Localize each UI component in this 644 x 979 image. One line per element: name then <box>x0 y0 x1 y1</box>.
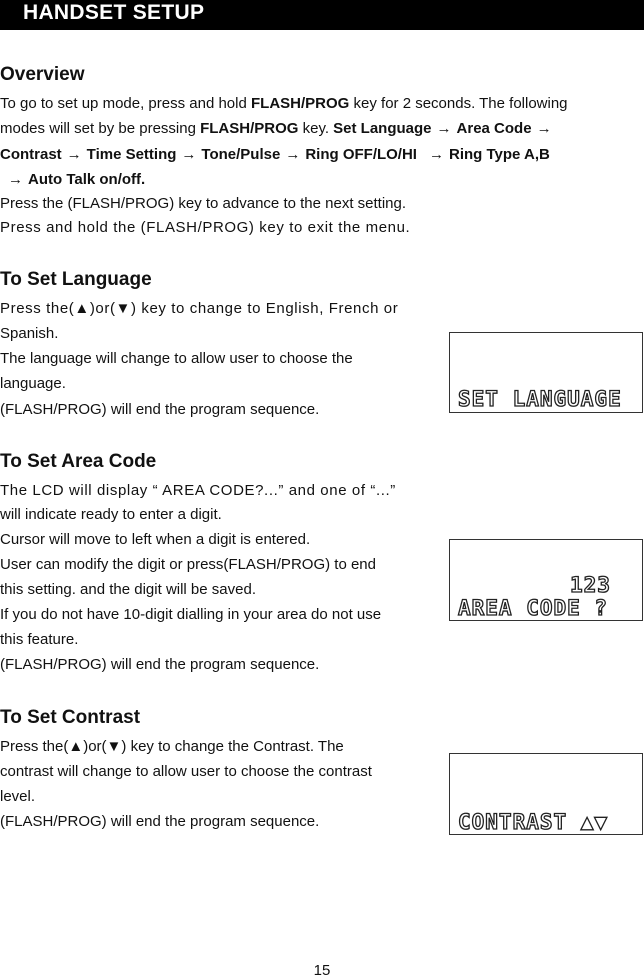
arrow-icon: → <box>8 171 23 188</box>
area-code-heading: To Set Area Code <box>0 451 157 472</box>
lcd-text: AREA CODE ? <box>458 596 609 620</box>
down-arrow-icon: ▼ <box>106 738 122 755</box>
language-line-3: The language will change to allow user to choose the <box>0 350 353 367</box>
lcd-set-language <box>449 332 643 413</box>
area-code-line-7: this feature. <box>0 631 79 648</box>
overview-advance: Press the (FLASH/PROG) key to advance to the next setting. <box>0 195 407 212</box>
contrast-heading: To Set Contrast <box>0 707 141 728</box>
up-arrow-icon: ▲ <box>74 300 90 317</box>
lcd-text: CONTRAST ▲▼ <box>458 810 609 834</box>
area-code-line-8: (FLASH/PROG) will end the program sequence. <box>0 656 320 673</box>
overview-line-1: To go to set up mode, press and hold FLASH/PROG key for 2 seconds. The following <box>0 95 568 112</box>
language-line-1: Press the(▲)or(▼) key to change to English, French or <box>0 300 399 317</box>
contrast-line-2: contrast will change to allow user to choose the contrast <box>0 763 372 780</box>
contrast-line-3: level. <box>0 788 36 805</box>
contrast-line-1: Press the(▲)or(▼) key to change the Contrast. The <box>0 738 344 755</box>
contrast-line-4: (FLASH/PROG) will end the program sequence. <box>0 813 320 830</box>
lcd-contrast <box>449 753 643 835</box>
arrow-icon: → <box>285 146 301 163</box>
overview-line-2: modes will set by be pressing FLASH/PROG key. Set Language → Area Code → <box>0 120 552 137</box>
overview-line-3: Contrast → Time Setting → Tone/Pulse → Ring OFF/LO/HI → Ring Type A,B <box>0 146 550 163</box>
area-code-line-1: The LCD will display “ AREA CODE?...” and one of “...” <box>0 482 396 499</box>
arrow-icon: → <box>428 146 444 163</box>
lcd-area-code <box>449 539 643 621</box>
arrow-icon: → <box>181 146 197 163</box>
overview-exit: Press and hold the (FLASH/PROG) key to exit the menu. <box>0 219 411 236</box>
area-code-line-6: If you do not have 10-digit dialling in your area do not use <box>0 606 382 623</box>
overview-heading: Overview <box>0 64 85 85</box>
lcd-text: SET LANGUAGE <box>458 387 622 411</box>
page-header <box>0 0 644 30</box>
page-number: 15 <box>313 962 331 979</box>
language-line-2: Spanish. <box>0 325 59 342</box>
lcd-digits: 123 <box>570 573 611 597</box>
language-line-4: language. <box>0 375 66 392</box>
area-code-line-5: this setting. and the digit will be saved. <box>0 581 256 598</box>
overview-line-4: → Auto Talk on/off. <box>8 171 146 188</box>
page-title: HANDSET SETUP <box>23 1 205 24</box>
arrow-icon: → <box>536 120 552 137</box>
area-code-line-3: Cursor will move to left when a digit is entered. <box>0 531 311 548</box>
up-arrow-icon: ▲ <box>68 738 84 755</box>
area-code-line-2: will indicate ready to enter a digit. <box>0 506 222 523</box>
language-heading: To Set Language <box>0 269 152 290</box>
area-code-line-4: User can modify the digit or press(FLASH/PROG) to end <box>0 556 376 573</box>
arrow-icon: → <box>66 146 82 163</box>
language-line-5: (FLASH/PROG) will end the program sequence. <box>0 401 320 418</box>
down-arrow-icon: ▼ <box>115 300 131 317</box>
arrow-icon: → <box>436 120 452 137</box>
